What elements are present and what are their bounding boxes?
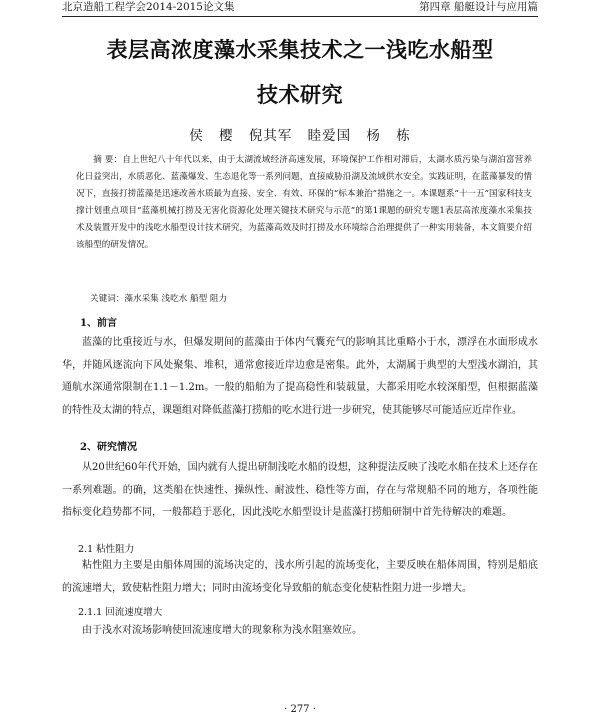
title-line-1: 表层高浓度藻水采集技术之一浅吃水船型 xyxy=(106,37,494,62)
section-2-text: 从20世纪60年代开始，国内就有人提出研制浅吃水船的设想，这种提法反映了浅吃水船在技术上还存在一系列难题。的确，这类船在快速性、操纵性、耐波性、稳性等方面，存在与常规船不同的地方，各项性能指标变化趋势都不同，一般都趋于恶化，因此浅吃水船型设计是蓝藻打捞船研制中首先待解决的难题。 xyxy=(62,462,538,518)
subsection-2-1-body xyxy=(62,555,538,600)
authors: 侯 樱 倪其军 睦爱国 杨 栋 xyxy=(189,128,411,144)
section-1-body xyxy=(62,332,538,422)
subsection-2-1-heading: 2.1 粘性阻力 xyxy=(78,544,135,555)
title-line-2: 技术研究 xyxy=(257,82,343,107)
page-number: · 277 · xyxy=(284,704,316,715)
abstract xyxy=(76,152,532,254)
subsection-2-1-1-body xyxy=(62,620,538,643)
section-2-heading: 2、研究情况 xyxy=(80,442,137,453)
header-right: 第四章 船艇设计与应用篇 xyxy=(419,1,538,13)
subsection-2-1-1-heading: 2.1.1 回流速度增大 xyxy=(78,607,163,618)
subsection-2-1-1-text: 由于浅水对流场影响使回流速度增大的现象称为浅水阻塞效应。 xyxy=(82,625,362,636)
abstract-text: 摘 要：自上世纪八十年代以来，由于太湖流域经济高速发展，环境保护工作相对滞后，太湖水质污染与湖泊富营养化日益突出，水质恶化、蓝藻爆发、生态退化等一系列问题，直接威胁沿湖及流域供水安全。实践证明，在蓝藻暴发的情况下，直接打捞蓝藻是迅速改善水质最为直接、安全、有效、环保的“标本兼治”措施之一。本课题系“十一五”国家科技支撑计划重点项目“蓝藻机械打捞及无害化资源化处理关键技术研究与示范”的第1课题的研究专题1表层高浓度藻水采集技术及装置开发中的浅吃水船型设计技术研究，为蓝藻高效及时打捞及水环境综合治理提供了一种实用装备，本文简要介绍该船型的研发情况。 xyxy=(76,155,532,250)
subsection-2-1-text: 粘性阻力主要是由船体周围的流场决定的，浅水所引起的流场变化，主要反映在船体周围，特别是船底的流速增大，致使粘性阻力增大；同时由流场变化导致船的航态变化使粘性阻力进一步增大。 xyxy=(62,560,538,594)
section-1-text: 蓝藻的比重接近与水，但爆发期间的蓝藻由于体内气囊充气的影响其比重略小于水，漂浮在水面形成水华，并随风逐流向下风处聚集、堆积，通常愈接近岸边愈是密集。此外，太湖属于典型的大型浅水湖泊，其通航水深通常限制在1.1－1.2m。一般的船舶为了提高稳性和装载量，大都采用吃水较深船型，但根据蓝藻的特性及太湖的特点，课题组对降低蓝藻打捞船的吃水进行进一步研究，使其能够尽可能适应近岸作业。 xyxy=(62,337,538,416)
running-header xyxy=(62,0,538,17)
section-1-heading: 1、前言 xyxy=(80,318,117,329)
section-2-body xyxy=(62,457,538,525)
keywords: 关键词：藻水采集 浅吃水 船型 阻力 xyxy=(90,294,228,304)
header-left: 北京造船工程学会2014-2015论文集 xyxy=(62,1,235,13)
